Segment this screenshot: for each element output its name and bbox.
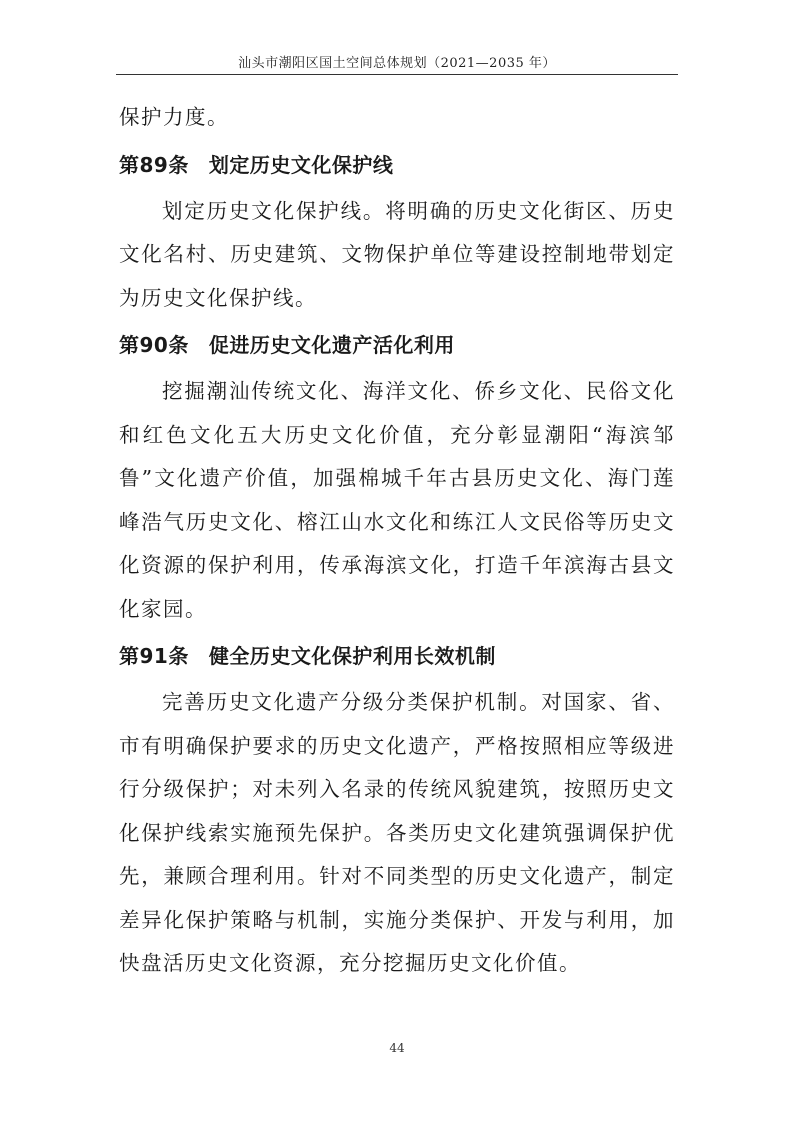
page-number: 44 <box>389 1041 405 1055</box>
article-number: 第91条 <box>119 644 189 668</box>
header-divider <box>116 74 678 75</box>
article-heading <box>119 639 675 673</box>
article-title: 划定历史文化保护线 <box>208 152 394 177</box>
document-body <box>119 96 675 986</box>
article-title: 促进历史文化遗产活化利用 <box>208 333 455 357</box>
article-89 <box>119 148 675 321</box>
article-90 <box>119 328 675 631</box>
article-paragraph: 划定历史文化保护线。将明确的历史文化街区、历史文化名村、历史建筑、文物保护单位等建设控制地带划定为历史文化保护线。 <box>119 198 675 310</box>
article-91 <box>119 639 675 986</box>
article-heading <box>119 148 675 182</box>
article-number: 第89条 <box>119 152 189 177</box>
article-paragraph: 挖掘潮汕传统文化、海洋文化、侨乡文化、民俗文化和红色文化五大历史文化价值，充分彰显潮阳“海滨邹鲁”文化遗产价值，加强棉城千年古县历史文化、海门莲峰浩气历史文化、榕江山水文化和练江人文民俗等历史文化资源的保护利用，传承海滨文化，打造千年滨海古县文化家园。 <box>119 379 675 621</box>
article-heading <box>119 328 675 362</box>
page-header-title: 汕头市潮阳区国土空间总体规划（2021—2035 年） <box>238 56 556 71</box>
continued-paragraph: 保护力度。 <box>119 105 229 129</box>
article-paragraph: 完善历史文化遗产分级分类保护机制。对国家、省、市有明确保护要求的历史文化遗产，严格按照相应等级进行分级保护；对未列入名录的传统风貌建筑，按照历史文化保护线索实施预先保护。各类历史文化建筑强调保护优先，兼顾合理利用。针对不同类型的历史文化遗产，制定差异化保护策略与机制，实施分类保护、开发与利用，加快盘活历史文化资源，充分挖掘历史文化价值。 <box>119 690 675 975</box>
article-title: 健全历史文化保护利用长效机制 <box>208 644 496 668</box>
article-number: 第90条 <box>119 333 189 357</box>
